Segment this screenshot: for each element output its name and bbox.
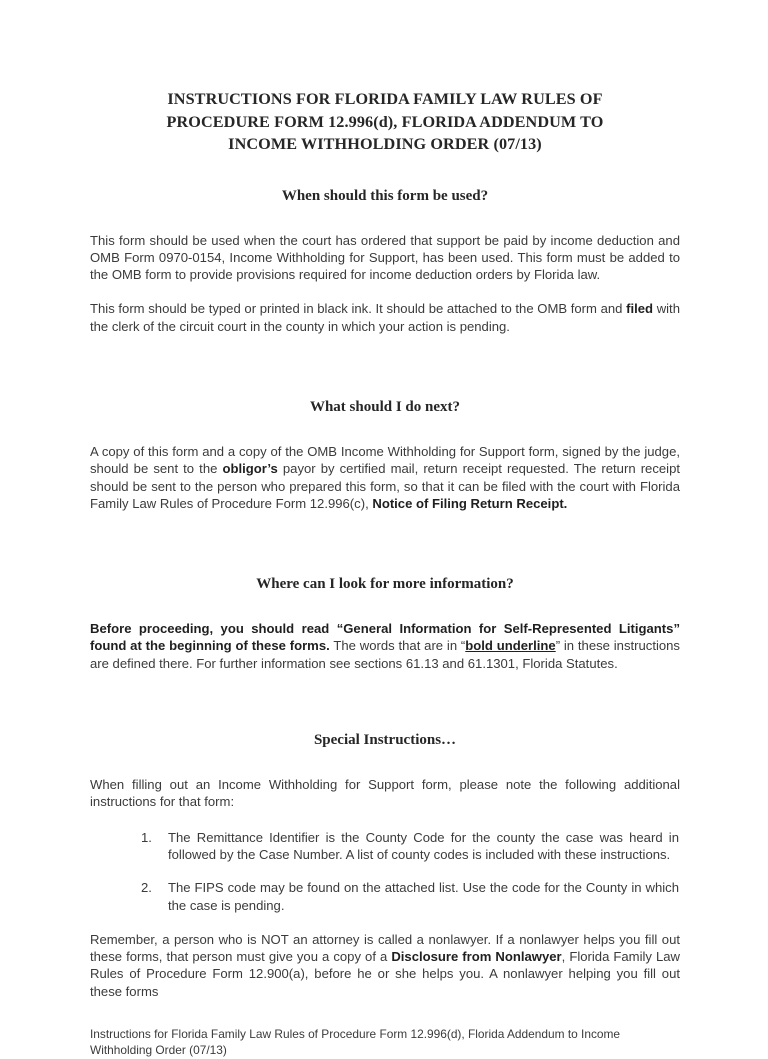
paragraph-what-next-text-a: A copy of this form and a copy of the OMB Income Withholding for Support form, signed by the judge, should be sent to the	[90, 443, 680, 477]
paragraph-more-info-text-a: The words that are in “	[329, 638, 466, 654]
paragraph-what-next-1	[90, 417, 680, 512]
page-title	[90, 0, 680, 156]
list-item-marker: 1.	[141, 829, 152, 845]
paragraph-when-used-1-text: This form should be used when the court has ordered that support be paid by income deduction and OMB Form 0970-0154, Income Withholding for Support, has been used. This form must be added to the OMB form to provide provisions required for income deduction orders by Florida law.	[90, 232, 680, 283]
document-content	[90, 0, 680, 1059]
paragraph-what-next-bold-obligors: obligor’s	[222, 461, 278, 477]
section-heading-what-next: What should I do next?	[309, 398, 461, 415]
list-item	[90, 829, 680, 864]
special-instructions-list	[90, 811, 680, 914]
paragraph-when-used-1	[90, 206, 680, 284]
paragraph-special-intro	[90, 750, 680, 811]
page-footer: Instructions for Florida Family Law Rules of Procedure Form 12.996(d), Florida Addendum to Income Withholding Order (07/13)	[90, 1027, 621, 1058]
section-heading-special-instructions: Special Instructions…	[313, 732, 457, 749]
paragraph-when-used-2	[90, 283, 680, 335]
paragraph-when-used-2-text-b: with the clerk of the circuit court in the county in which your action is pending.	[90, 301, 680, 334]
paragraph-more-info-bold-lead: Before proceeding, you should read “General Information for Self-Represented Litigants” found at the beginning of these forms.	[90, 621, 680, 654]
page-title-line-1: INSTRUCTIONS FOR FLORIDA FAMILY LAW RULES OF	[167, 90, 603, 108]
list-item-text: The Remittance Identifier is the County Code for the county the case was heard in followed by the Case Number. A list of county codes is included with these instructions.	[168, 829, 679, 862]
paragraph-nonlawyer-bold-disclosure: Disclosure from Nonlawyer	[391, 949, 562, 965]
paragraph-what-next-text-b: payor by certified mail, return receipt requested. The return receipt should be sent to the person who prepared this form, so that it can be filed with the court with Florida Family Law Rules of Procedure Form 12.996(c),	[90, 461, 680, 511]
section-heading-when-used: When should this form be used?	[281, 187, 489, 204]
paragraph-special-intro-text: When filling out an Income Withholding for Support form, please note the following additional instructions for that form:	[90, 777, 680, 810]
paragraph-nonlawyer-text-a: Remember, a person who is NOT an attorney is called a nonlawyer. If a nonlawyer helps you fill out these forms, that person must give you a copy of a	[90, 931, 680, 965]
paragraph-more-info-text-b: ” in these instructions are defined there. For further information see sections 61.13 and 61.1301, Florida Statutes.	[90, 638, 680, 671]
list-item-text: The FIPS code may be found on the attached list. Use the code for the County in which the case is pending.	[168, 880, 679, 913]
page-title-line-3: INCOME WITHHOLDING ORDER (07/13)	[228, 135, 542, 153]
paragraph-nonlawyer-disclosure	[90, 914, 680, 1000]
paragraph-more-info-1	[90, 594, 680, 672]
paragraph-more-info-bold-underline-term: bold underline	[465, 638, 556, 654]
paragraph-what-next-bold-notice: Notice of Filing Return Receipt.	[372, 495, 568, 511]
page-title-line-2: PROCEDURE FORM 12.996(d), FLORIDA ADDENDUM TO	[166, 112, 604, 131]
paragraph-nonlawyer-text-b: , Florida Family Law Rules of Procedure Form 12.900(a), before he or she helps you. A nonlawyer helping you fill out these forms	[90, 949, 680, 999]
paragraph-when-used-2-text-a: This form should be typed or printed in black ink. It should be attached to the OMB form and	[90, 301, 627, 317]
list-item	[90, 879, 680, 914]
list-item-marker: 2.	[141, 880, 152, 896]
paragraph-when-used-2-bold-filed: filed	[626, 301, 654, 317]
section-heading-more-info: Where can I look for more information?	[256, 576, 514, 593]
